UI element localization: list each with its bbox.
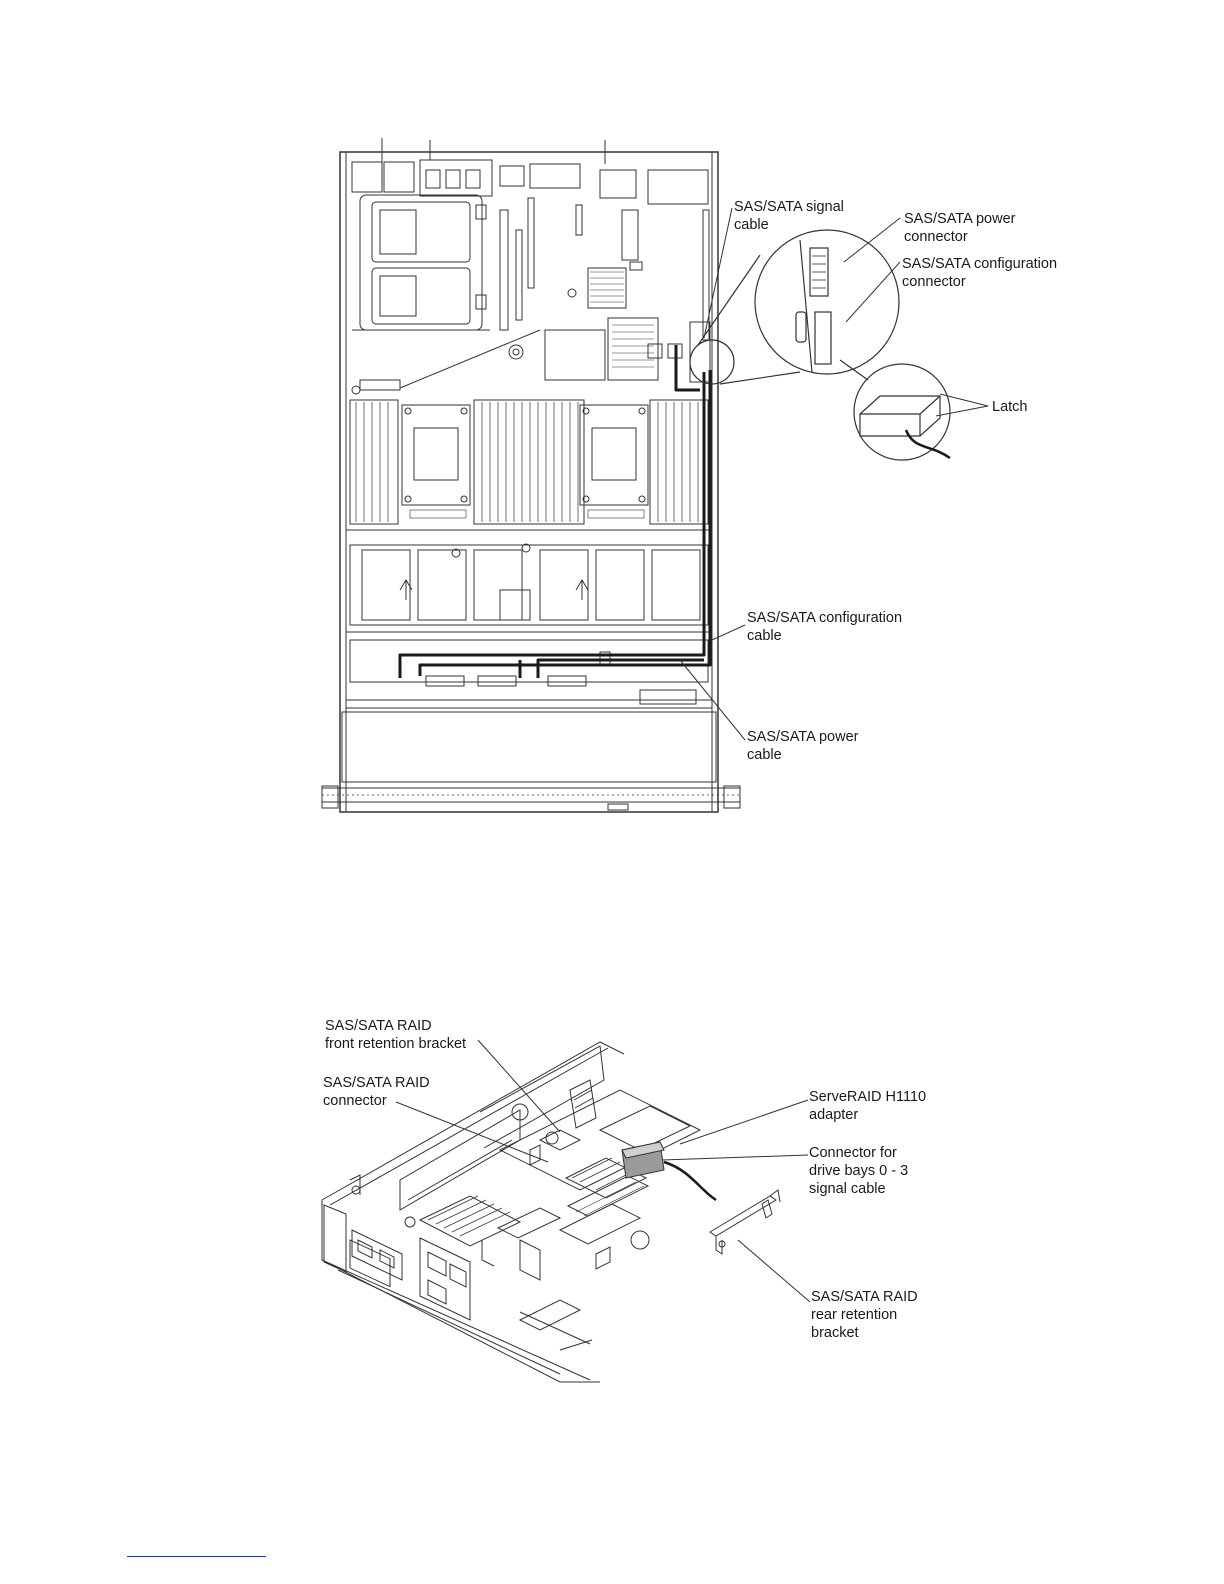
callout-power-cable: SAS/SATA power cable [747, 729, 859, 763]
callout-raid-connector: SAS/SATA RAID connector [323, 1075, 430, 1109]
front-bezel [322, 712, 740, 810]
pci-riser-area [352, 195, 540, 394]
footer-rule [127, 1556, 266, 1557]
chassis-frame [322, 1200, 600, 1382]
callout-latch: Latch [992, 399, 1028, 415]
callout-serveraid-adapter: ServeRAID H1110 adapter [809, 1089, 927, 1123]
chassis-outline [340, 152, 718, 812]
callout-signal-cable: SAS/SATA signal cable [734, 199, 844, 233]
callout-power-connector: SAS/SATA power connector [904, 211, 1016, 245]
callout-signal-cable-connector: Connector for drive bays 0 - 3 signal cable [809, 1145, 909, 1197]
serveraid-adapter [600, 1106, 716, 1200]
callout-config-connector: SAS/SATA configuration connector [902, 256, 1058, 290]
callout-config-cable: SAS/SATA configuration cable [747, 610, 903, 644]
config-cable-path [420, 370, 710, 676]
latch-zoom-circle [854, 364, 950, 460]
fan-bay [350, 544, 708, 625]
callout-rear-retention-bracket: SAS/SATA RAID rear retention bracket [811, 1289, 918, 1341]
connector-zoom-circle [755, 230, 899, 374]
heatsink [420, 1196, 520, 1246]
cpu-socket-2 [580, 405, 648, 518]
callout-front-retention-bracket: SAS/SATA RAID front retention bracket [325, 1018, 467, 1052]
signal-cable-path [676, 345, 700, 390]
rear-io-area [352, 138, 708, 204]
rear-retention-bracket [710, 1190, 780, 1254]
cpu-socket-1 [402, 405, 470, 518]
